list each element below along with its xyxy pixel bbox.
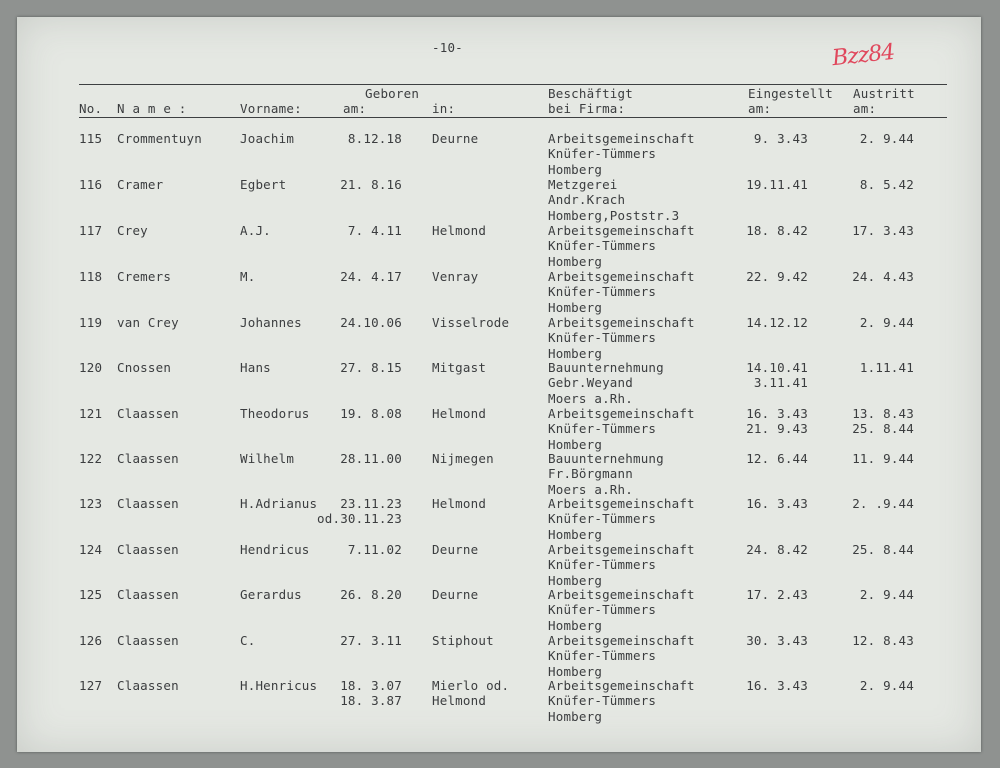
row-number: 115 — [79, 131, 103, 146]
row-birth-place: Visselrode — [432, 315, 510, 330]
row-name: Claassen — [117, 678, 179, 693]
row-vorname: C. — [240, 633, 256, 648]
row-vorname: Hans — [240, 360, 271, 375]
header-eingestellt: Eingestellt — [748, 86, 833, 101]
row-name: Claassen — [117, 633, 179, 648]
row-birth-date: 27. 8.15 — [340, 360, 402, 375]
row-hired-date: 16. 3.43 — [746, 496, 808, 511]
page-number: -10- — [432, 40, 463, 55]
row-number: 121 — [79, 406, 103, 421]
header-geboren-am: am: — [343, 101, 367, 116]
row-name: Crommentuyn — [117, 131, 202, 146]
row-employer: Arbeitsgemeinschaft Knüfer-Tümmers Homberg — [548, 678, 695, 724]
row-number: 122 — [79, 451, 103, 466]
row-vorname: Egbert — [240, 177, 287, 192]
row-hired-date: 22. 9.42 — [746, 269, 808, 284]
header-beschaeftigt: Beschäftigt — [548, 86, 633, 101]
row-hired-date: 14.10.41 3.11.41 — [746, 360, 808, 391]
row-employer: Bauunternehmung Gebr.Weyand Moers a.Rh. — [548, 360, 664, 406]
header-rule-bottom — [79, 117, 947, 118]
row-birth-place: Helmond — [432, 406, 487, 421]
row-number: 125 — [79, 587, 103, 602]
table-row — [0, 315, 1000, 361]
header-firma: bei Firma: — [548, 101, 626, 116]
row-birth-place: Nijmegen — [432, 451, 494, 466]
table-row — [0, 269, 1000, 315]
row-vorname: Gerardus — [240, 587, 302, 602]
row-employer: Arbeitsgemeinschaft Knüfer-Tümmers Homberg — [548, 406, 695, 452]
row-name: Claassen — [117, 451, 179, 466]
row-number: 123 — [79, 496, 103, 511]
row-birth-place: Mierlo od. Helmond — [432, 678, 510, 709]
table-row — [0, 177, 1000, 223]
table-row — [0, 678, 1000, 724]
row-exit-date: 1.11.41 — [859, 360, 914, 375]
row-vorname: Johannes — [240, 315, 302, 330]
table-row — [0, 542, 1000, 588]
table-row — [0, 496, 1000, 542]
row-birth-date: 7.11.02 — [347, 542, 402, 557]
row-number: 119 — [79, 315, 103, 330]
row-employer: Bauunternehmung Fr.Börgmann Moers a.Rh. — [548, 451, 664, 497]
row-vorname: Hendricus — [240, 542, 310, 557]
row-name: Cnossen — [117, 360, 172, 375]
row-hired-date: 18. 8.42 — [746, 223, 808, 238]
row-birth-date: 24. 4.17 — [340, 269, 402, 284]
row-hired-date: 19.11.41 — [746, 177, 808, 192]
row-number: 118 — [79, 269, 103, 284]
row-exit-date: 24. 4.43 — [852, 269, 914, 284]
row-birth-place: Mitgast — [432, 360, 487, 375]
row-birth-date: 26. 8.20 — [340, 587, 402, 602]
row-hired-date: 30. 3.43 — [746, 633, 808, 648]
header-name: N a m e : — [117, 101, 187, 116]
row-birth-date: 27. 3.11 — [340, 633, 402, 648]
row-name: Claassen — [117, 406, 179, 421]
row-number: 126 — [79, 633, 103, 648]
archive-stamp: Bzz84 — [830, 39, 896, 72]
row-vorname: A.J. — [240, 223, 271, 238]
table-row — [0, 131, 1000, 177]
row-exit-date: 2. 9.44 — [859, 587, 914, 602]
row-name: Claassen — [117, 542, 179, 557]
table-row — [0, 587, 1000, 633]
row-birth-date: 23.11.23 od.30.11.23 — [317, 496, 402, 527]
row-hired-date: 16. 3.43 — [746, 678, 808, 693]
header-geboren-in: in: — [432, 101, 456, 116]
row-exit-date: 2. 9.44 — [859, 678, 914, 693]
row-vorname: Joachim — [240, 131, 295, 146]
row-birth-date: 28.11.00 — [340, 451, 402, 466]
table-row — [0, 406, 1000, 452]
header-austritt-am: am: — [853, 101, 877, 116]
row-hired-date: 17. 2.43 — [746, 587, 808, 602]
row-birth-place: Venray — [432, 269, 479, 284]
row-employer: Arbeitsgemeinschaft Knüfer-Tümmers Homberg — [548, 542, 695, 588]
row-number: 116 — [79, 177, 103, 192]
row-exit-date: 11. 9.44 — [852, 451, 914, 466]
row-employer: Arbeitsgemeinschaft Knüfer-Tümmers Homberg — [548, 315, 695, 361]
row-exit-date: 17. 3.43 — [852, 223, 914, 238]
row-vorname: Theodorus — [240, 406, 310, 421]
header-eingestellt-am: am: — [748, 101, 772, 116]
row-employer: Arbeitsgemeinschaft Knüfer-Tümmers Homberg — [548, 587, 695, 633]
row-birth-date: 19. 8.08 — [340, 406, 402, 421]
row-birth-place: Deurne — [432, 131, 479, 146]
header-no: No. — [79, 101, 103, 116]
row-birth-date: 21. 8.16 — [340, 177, 402, 192]
row-hired-date: 16. 3.43 21. 9.43 — [746, 406, 808, 437]
row-employer: Arbeitsgemeinschaft Knüfer-Tümmers Homberg — [548, 269, 695, 315]
row-birth-place: Stiphout — [432, 633, 494, 648]
header-rule-top — [79, 84, 947, 85]
row-employer: Metzgerei Andr.Krach Homberg,Poststr.3 — [548, 177, 680, 223]
row-hired-date: 12. 6.44 — [746, 451, 808, 466]
row-number: 124 — [79, 542, 103, 557]
header-austritt: Austritt — [853, 86, 915, 101]
row-name: Cramer — [117, 177, 164, 192]
row-exit-date: 12. 8.43 — [852, 633, 914, 648]
row-hired-date: 24. 8.42 — [746, 542, 808, 557]
row-vorname: Wilhelm — [240, 451, 295, 466]
row-birth-date: 7. 4.11 — [347, 223, 402, 238]
table-row — [0, 223, 1000, 269]
row-name: van Crey — [117, 315, 179, 330]
header-vorname: Vorname: — [240, 101, 302, 116]
row-employer: Arbeitsgemeinschaft Knüfer-Tümmers Homberg — [548, 131, 695, 177]
row-name: Claassen — [117, 587, 179, 602]
header-geboren: Geboren — [365, 86, 420, 101]
table-row — [0, 633, 1000, 679]
row-exit-date: 8. 5.42 — [859, 177, 914, 192]
row-birth-place: Helmond — [432, 496, 487, 511]
row-employer: Arbeitsgemeinschaft Knüfer-Tümmers Homberg — [548, 223, 695, 269]
row-number: 127 — [79, 678, 103, 693]
row-exit-date: 2. 9.44 — [859, 131, 914, 146]
row-hired-date: 14.12.12 — [746, 315, 808, 330]
row-name: Claassen — [117, 496, 179, 511]
row-employer: Arbeitsgemeinschaft Knüfer-Tümmers Homberg — [548, 633, 695, 679]
row-name: Cremers — [117, 269, 172, 284]
row-birth-place: Deurne — [432, 587, 479, 602]
row-vorname: H.Adrianus — [240, 496, 318, 511]
row-birth-place: Deurne — [432, 542, 479, 557]
row-name: Crey — [117, 223, 148, 238]
row-number: 117 — [79, 223, 103, 238]
row-birth-date: 18. 3.07 18. 3.87 — [340, 678, 402, 709]
row-hired-date: 9. 3.43 — [753, 131, 808, 146]
row-exit-date: 13. 8.43 25. 8.44 — [852, 406, 914, 437]
row-employer: Arbeitsgemeinschaft Knüfer-Tümmers Homberg — [548, 496, 695, 542]
row-vorname: H.Henricus — [240, 678, 318, 693]
row-birth-place: Helmond — [432, 223, 487, 238]
table-row — [0, 451, 1000, 497]
row-exit-date: 25. 8.44 — [852, 542, 914, 557]
table-row — [0, 360, 1000, 406]
row-vorname: M. — [240, 269, 256, 284]
row-birth-date: 24.10.06 — [340, 315, 402, 330]
row-exit-date: 2. 9.44 — [859, 315, 914, 330]
row-number: 120 — [79, 360, 103, 375]
row-birth-date: 8.12.18 — [347, 131, 402, 146]
row-exit-date: 2. .9.44 — [852, 496, 914, 511]
